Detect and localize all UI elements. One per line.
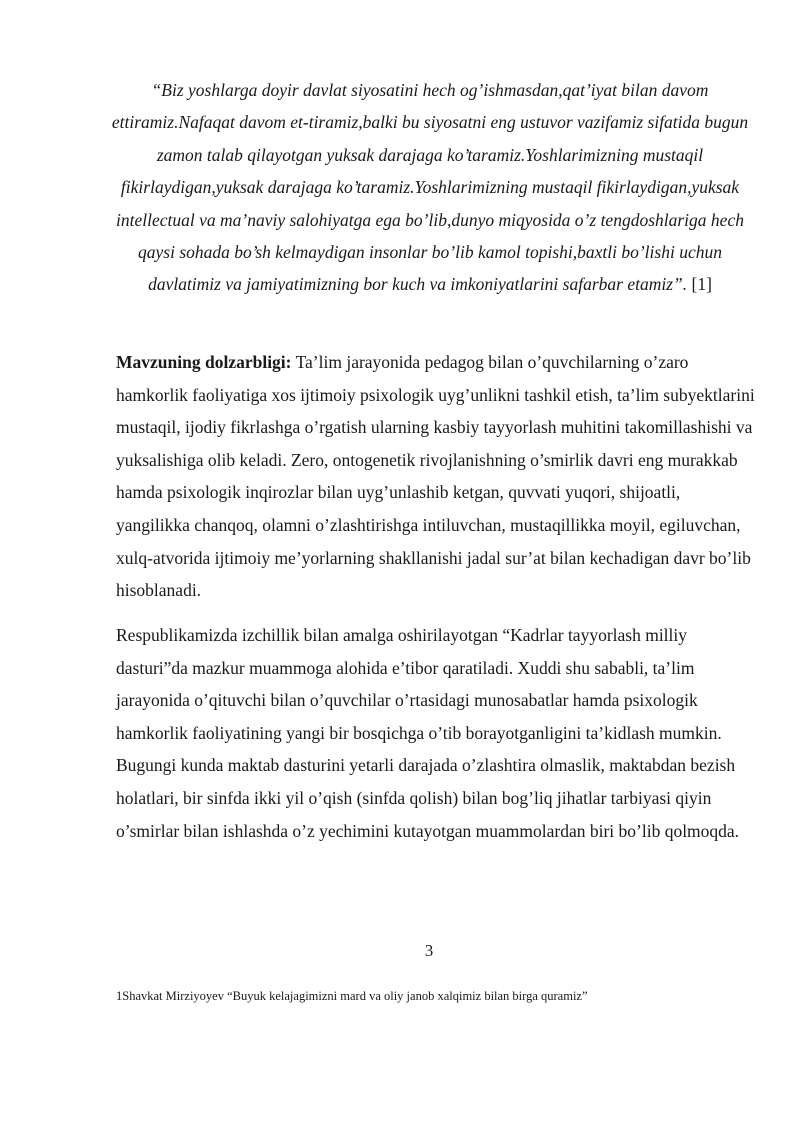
citation-reference: [1] bbox=[691, 274, 712, 295]
relevance-paragraph bbox=[116, 346, 756, 607]
quote-text: “Biz yoshlarga doyir davlat siyosatini hech og’ishmasdan,qat’iyat bilan davom ettiramiz.Nafaqat davom et-tiramiz,balki bu siyosatni eng ustuvor vazifamiz sifatida bugun zamon talab qilayotgan yuksak darajaga ko’taramiz.Yoshlarimizning mustaqil fikirlaydigan,yuksak darajaga ko’taramiz.Yoshlarimizning mustaqil fikirlaydigan,yuksak intellectual va ma’naviy salohiyatga ega bo’lib,dunyo miqyosida o’z tengdoshlariga hech qaysi sohada bo’sh kelmaydigan insonlar bo’lib kamol topishi,baxtli bo’lishi uchun davlatimiz va jamiyatimizning bor kuch va imkoniyatlarini safarbar etamiz”. bbox=[111, 80, 749, 295]
section-heading: Mavzuning dolzarbligi: bbox=[116, 352, 292, 372]
page-number: 3 bbox=[424, 941, 434, 960]
epigraph-quote bbox=[110, 74, 750, 301]
paragraph-1-text: Ta’lim jarayonida pedagog bilan o’quvchilarning o’zaro hamkorlik faoliyatiga xos ijtimoiy psixologik uyg’unlikni tashkil etish, ta’lim subyektlarini mustaqil, ijodiy fikrlashga o’rgatish ularning kasbiy tayyorlash muhitini takomillashishi va yuksalishiga olib keladi. Zero, ontogenetik rivojlanishning o’smirlik davri eng murakkab hamda psixologik inqirozlar bilan uyg’unlashib ketgan, quvvati yuqori, shijoatli, yangilikka chanqoq, olamni o’zlashtirishga intiluvchan, mustaqillikka moyil, egiluvchan, xulq-atvorida ijtimoiy me’yorlarning shakllanishi jadal sur’at bilan kechadigan davr bo’lib hisoblanadi. bbox=[116, 352, 755, 601]
republic-paragraph bbox=[116, 619, 756, 847]
paragraph-2-text: Respublikamizda izchillik bilan amalga oshirilayotgan “Kadrlar tayyorlash milliy dasturi”da mazkur muammoga alohida e’tibor qaratiladi. Xuddi shu sababli, ta’lim jarayonida o’qituvchi bilan o’quvchilar o’rtasidagi munosabatlar hamda psixologik hamkorlik faoliyatining yangi bir bosqichga o’tib borayotganligini ta’kidlash mumkin. Bugungi kunda maktab dasturini yetarli darajada o’zlashtira olmaslik, maktabdan bezish holatlari, bir sinfda ikki yil o’qish (sinfda qolish) bilan bog’liq jihatlar tarbiyasi qiyin o’smirlar bilan ishlashda o’z yechimini kutayotgan muammolardan biri bo’lib qolmoqda. bbox=[116, 625, 740, 841]
footnote: 1Shavkat Mirziyoyev “Buyuk kelajagimizni mard va oliy janob xalqimiz bilan birga quramiz” bbox=[116, 989, 588, 1003]
